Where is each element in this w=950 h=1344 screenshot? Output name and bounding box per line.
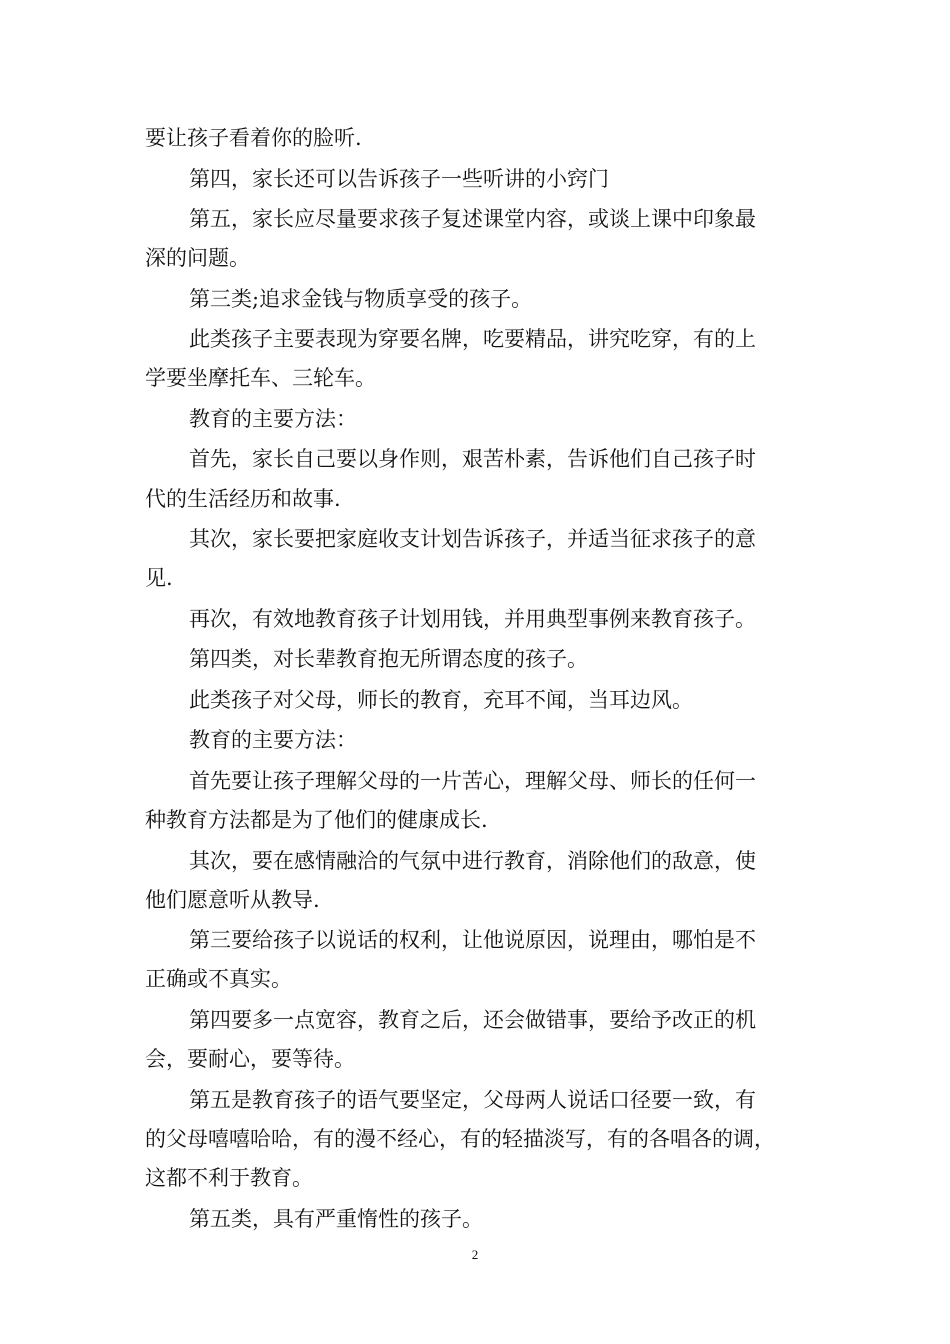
paragraph-line: 第三类;追求金钱与物质享受的孩子。 bbox=[189, 286, 533, 311]
paragraph-line: 首先，家长自己要以身作则，艰苦朴素，告诉他们自己孩子时 bbox=[189, 447, 756, 472]
paragraph-line: 第四要多一点宽容，教育之后，还会做错事，要给予改正的机 bbox=[189, 1007, 756, 1032]
paragraph-line: 此类孩子对父母，师长的教育，充耳不闻，当耳边风。 bbox=[189, 687, 693, 712]
paragraph-line: 这都不利于教育。 bbox=[145, 1166, 313, 1191]
paragraph bbox=[145, 681, 835, 720]
paragraph-line: 学要坐摩托车、三轮车。 bbox=[145, 366, 376, 391]
paragraph-line: 第四类，对长辈教育抱无所谓态度的孩子。 bbox=[189, 647, 588, 672]
paragraph-line: 此类孩子主要表现为穿要名牌，吃要精品，讲究吃穿，有的上 bbox=[189, 327, 756, 352]
paragraph-line: 教育的主要方法： bbox=[189, 728, 357, 753]
paragraph-spacer bbox=[145, 1239, 835, 1240]
paragraph bbox=[145, 280, 835, 319]
paragraph-line: 他们愿意听从教导. bbox=[145, 887, 320, 912]
paragraph-line: 第五类，具有严重惰性的孩子。 bbox=[189, 1206, 483, 1231]
paragraph-line: 第四，家长还可以告诉孩子一些听讲的小窍门 bbox=[189, 166, 609, 191]
paragraph bbox=[145, 1200, 835, 1239]
paragraph bbox=[145, 1081, 835, 1199]
paragraph-line: 要让孩子看着你的脸听. bbox=[145, 126, 362, 150]
paragraph-line: 其次，要在感情融洽的气氛中进行教育，消除他们的敌意，使 bbox=[189, 848, 756, 873]
paragraph-line: 首先要让孩子理解父母的一片苦心，理解父母、师长的任何一 bbox=[189, 768, 756, 793]
paragraph bbox=[145, 1001, 835, 1079]
paragraph bbox=[145, 119, 835, 158]
paragraph-line: 深的问题。 bbox=[145, 246, 250, 271]
paragraph-line: 正确或不真实。 bbox=[145, 967, 292, 992]
page-number: 2 bbox=[471, 1247, 479, 1262]
paragraph-line: 的父母嘻嘻哈哈，有的漫不经心，有的轻描淡写，有的各唱各的调， bbox=[145, 1126, 775, 1151]
paragraph-line: 教育的主要方法： bbox=[189, 406, 357, 431]
paragraph-line: 再次，有效地教育孩子计划用钱，并用典型事例来教育孩子。 bbox=[189, 606, 756, 631]
paragraph bbox=[145, 400, 835, 439]
paragraph bbox=[145, 440, 835, 518]
paragraph-line: 第三要给孩子以说话的权利，让他说原因，说理由，哪怕是不 bbox=[189, 928, 756, 953]
paragraph bbox=[145, 921, 835, 999]
paragraph bbox=[145, 762, 835, 840]
paragraph-line: 见. bbox=[145, 566, 173, 591]
paragraph bbox=[145, 200, 835, 278]
paragraph-line: 第五是教育孩子的语气要坚定，父母两人说话口径要一致，有 bbox=[189, 1087, 756, 1112]
paragraph-line: 代的生活经历和故事. bbox=[145, 486, 341, 511]
paragraph-line: 会，要耐心，要等待。 bbox=[145, 1047, 355, 1072]
paragraph bbox=[145, 520, 835, 598]
paragraph bbox=[145, 842, 835, 920]
paragraph bbox=[145, 640, 835, 679]
paragraph bbox=[145, 600, 835, 639]
paragraph bbox=[145, 721, 835, 760]
paragraph-line: 其次，家长要把家庭收支计划告诉孩子，并适当征求孩子的意 bbox=[189, 527, 756, 552]
paragraph bbox=[145, 160, 835, 199]
paragraph-line: 种教育方法都是为了他们的健康成长. bbox=[145, 808, 488, 833]
paragraph bbox=[145, 320, 835, 398]
paragraph-line: 第五，家长应尽量要求孩子复述课堂内容，或谈上课中印象最 bbox=[189, 207, 756, 231]
document-body bbox=[145, 119, 835, 1240]
